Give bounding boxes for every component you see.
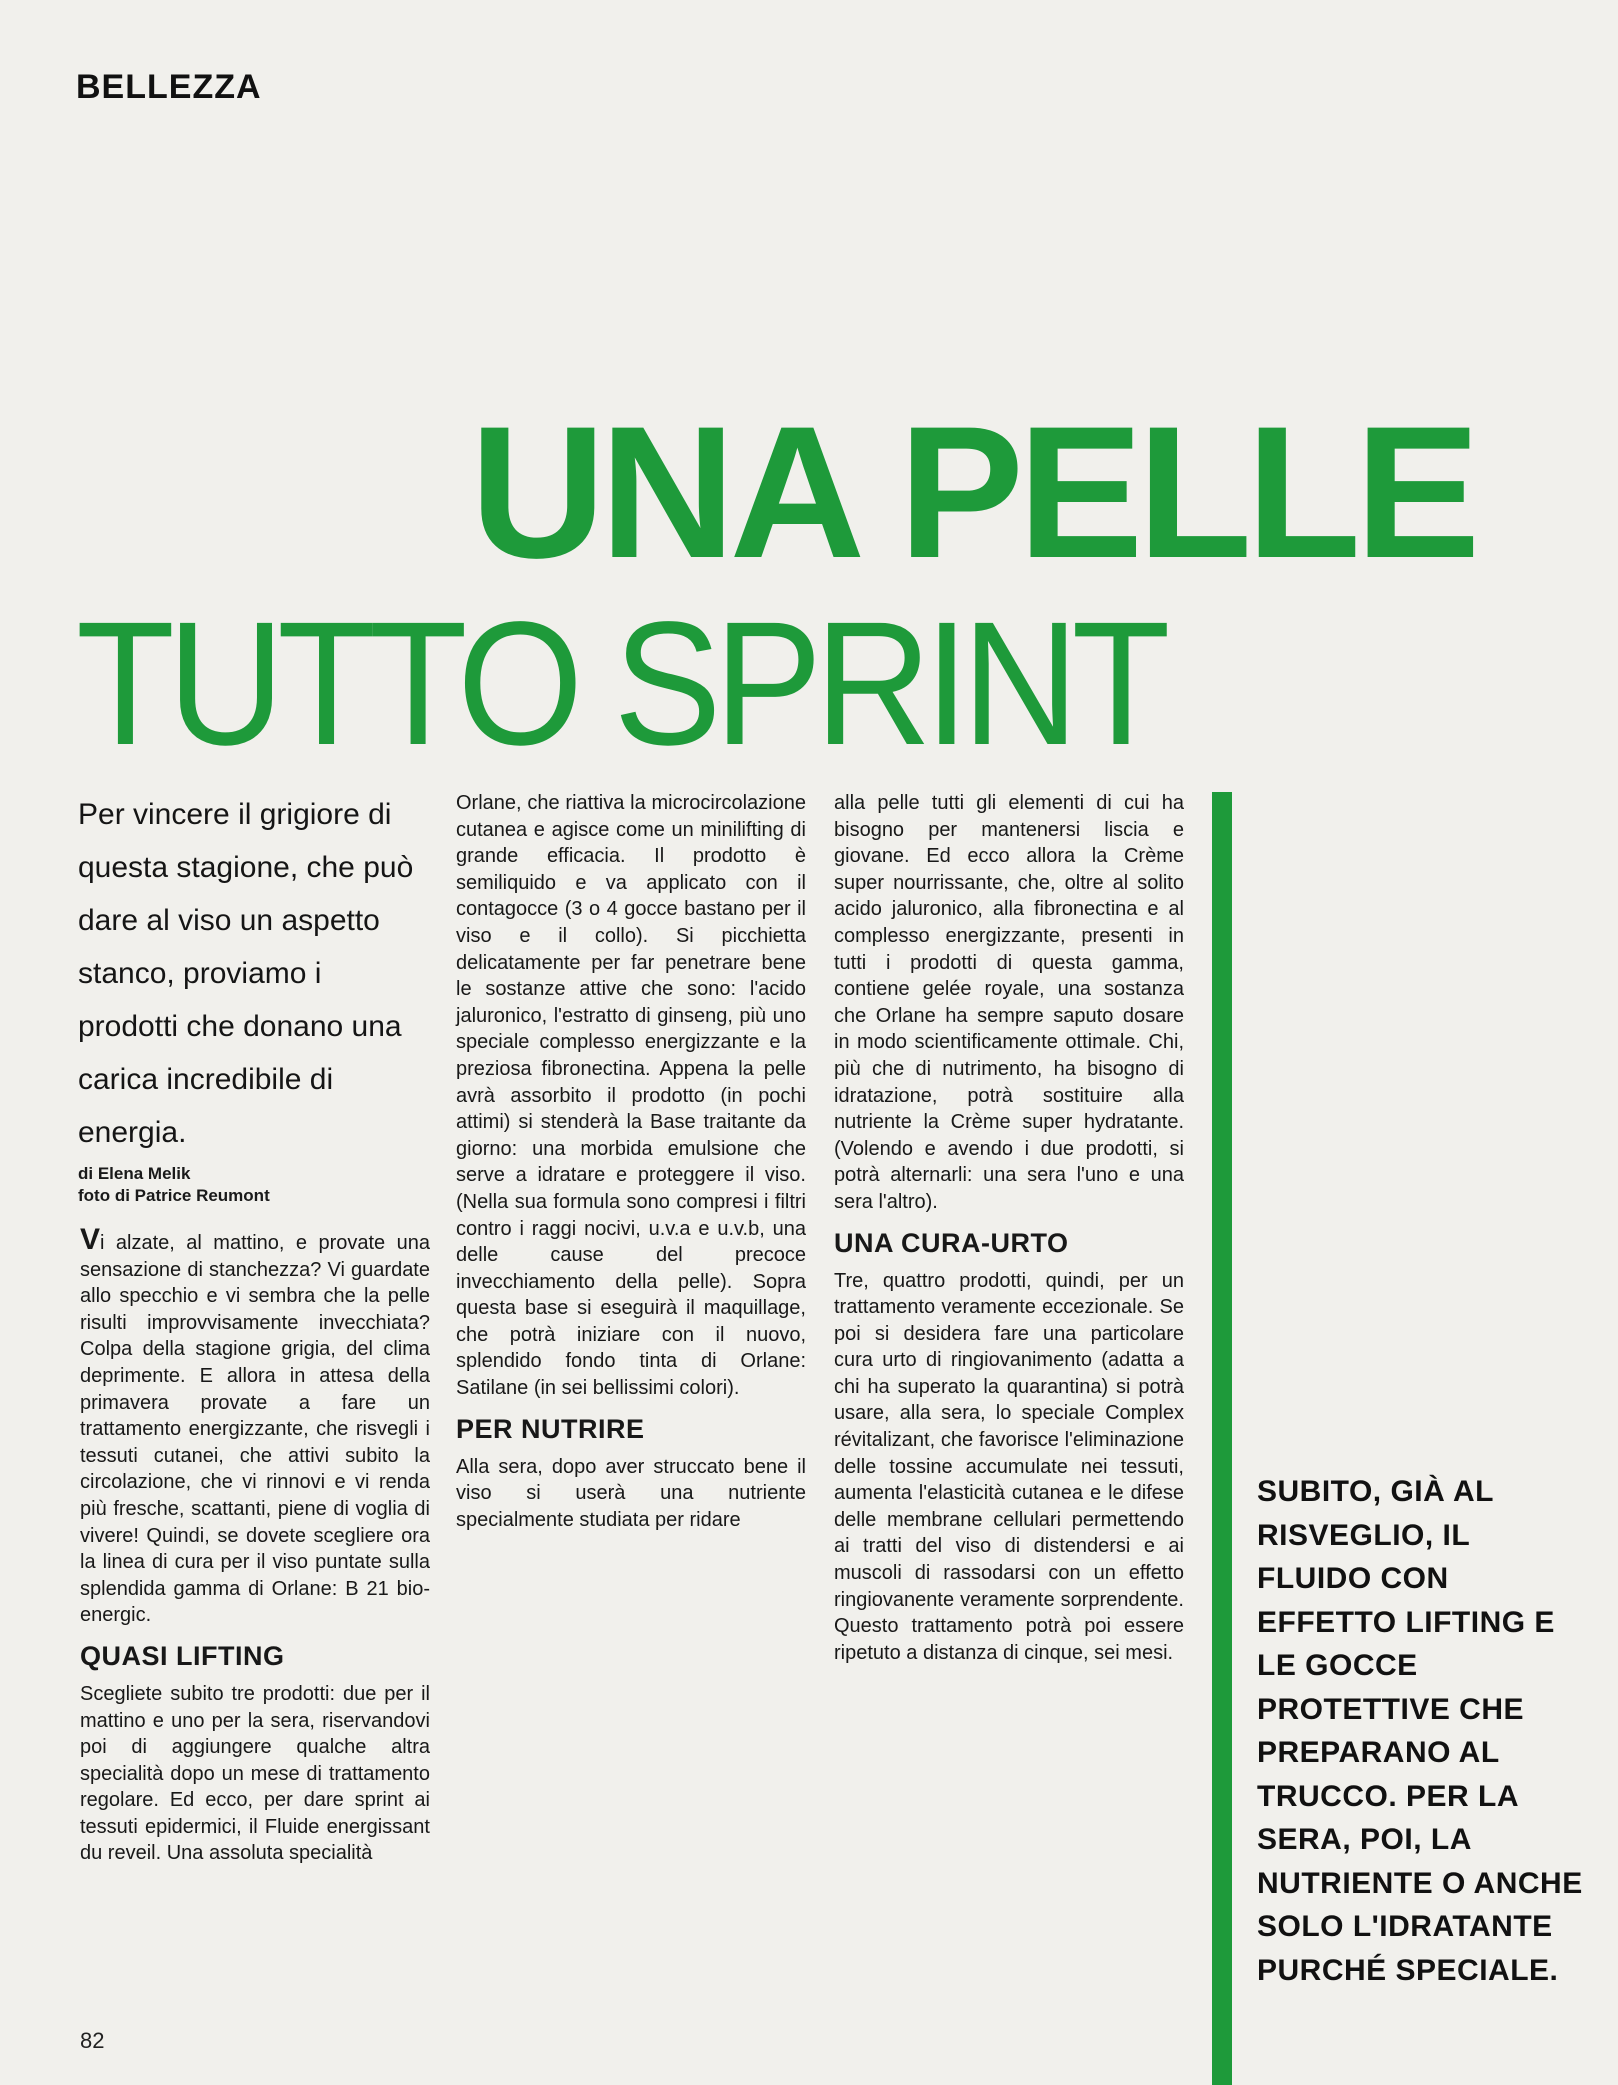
- column-2-paragraph-1: Orlane, che riattiva la microcircolazione cutanea e agisce come un minilifting di grande efficacia. Il prodotto è semiliquido e va applicato con il contagocce (3 o 4 gocce bastano per il viso e il collo). Si picchietta delicatamente per far penetrare bene le sostanze attive che sono: l'acido jaluronico, l'estratto di ginseng, più uno speciale complesso energizzante e la preziosa fibronectina. Appena la pelle avrà assorbito il prodotto (in pochi attimi) si stenderà la Base traitante da giorno: una morbida emulsione che serve a idratare e proteggere il viso. (Nella sua formula sono compresi i filtri contro i raggi nocivi, u.v.a e u.v.b, una delle cause del precoce invecchiamento della pelle). Sopra questa base si eseguirà il maquillage, che potrà iniziare con il nuovo, splendido fondo tinta di Orlane: Satilane (in sei bellissimi colori).: [456, 792, 806, 1400]
- subhead-per-nutrire: PER NUTRIRE: [456, 1413, 645, 1444]
- byline: [78, 1163, 418, 1207]
- section-label: BELLEZZA: [76, 68, 262, 106]
- drop-cap: V: [80, 1223, 101, 1256]
- article-column-1: [80, 1223, 430, 1867]
- column-1-paragraph-1-text: i alzate, al mattino, e provate una sensazione di stanchezza? Vi guardate allo specchio e vi sembra che la pelle risulti improvvisamente invecchiata? Colpa della stagione grigia, del clima deprimente. E allora in attesa della primavera provate a fare un trattamento energizzante, che risvegli i tessuti cutanei, che attivi subito la circolazione, che vi rinnovi e vi renda più fresche, scattanti, piene di voglia di vivere! Quindi, se dovete scegliere ora la linea di cura per il viso puntate sulla splendida gamma di Orlane: B 21 bio-energic.: [80, 1232, 430, 1627]
- column-2-paragraph-2: Alla sera, dopo aver struccato bene il viso si userà una nutriente specialmente studiata per ridare: [456, 1455, 806, 1531]
- subhead-quasi-lifting: QUASI LIFTING: [80, 1640, 285, 1671]
- subhead-una-cura-urto: UNA CURA-URTO: [834, 1227, 1069, 1258]
- byline-author: di Elena Melik: [78, 1164, 191, 1183]
- column-3-paragraph-1: alla pelle tutti gli elementi di cui ha bisogno per mantenersi liscia e giovane. Ed ecco allora la Crème super nourrissante, che, oltre al solito acido jaluronico, alla fibronectina e al complesso energizzante, presenti in tutti i prodotti di questa gamma, contiene gelée royale, una sostanza che Orlane ha sempre saputo dosare in modo scientificamente ottimale. Chi, più che di nutrimento, ha bisogno di idratazione, potrà sostituire alla nutriente la Crème super hydratante. (Volendo e avendo i due prodotti, si potrà alternarli: una sera l'uno e una sera l'altro).: [834, 792, 1184, 1213]
- green-rule: [1212, 792, 1232, 2085]
- column-1-paragraph-1: [80, 1223, 430, 1629]
- headline-line-2: TUTTO SPRINT: [76, 586, 1164, 782]
- pull-quote: SUBITO, GIÀ AL RISVEGLIO, IL FLUIDO CON EFFETTO LIFTING E LE GOCCE PROTETTIVE CHE PREPARANO AL TRUCCO. PER LA SERA, POI, LA NUTRIENTE O ANCHE SOLO L'IDRATANTE PURCHÉ SPECIALE.: [1257, 1475, 1583, 1987]
- intro-paragraph: Per vincere il grigiore di questa stagione, che può dare al viso un aspetto stanco, proviamo i prodotti che donano una carica incredibile di energia.: [78, 798, 414, 1149]
- column-1-paragraph-2: Scegliete subito tre prodotti: due per il mattino e uno per la sera, riservandovi poi di aggiungere qualche altra specialità dopo un mese di trattamento regolare. Ed ecco, per dare sprint ai tessuti epidermici, il Fluide energissant du reveil. Una assoluta specialità: [80, 1682, 430, 1865]
- article-column-3: [834, 790, 1184, 1666]
- article-column-2: [456, 790, 806, 1533]
- byline-photo-credit: foto di Patrice Reumont: [78, 1186, 270, 1205]
- page-number: 82: [80, 2028, 105, 2053]
- column-3-paragraph-2: Tre, quattro prodotti, quindi, per un trattamento veramente eccezionale. Se poi si desidera fare una particolare cura urto di ringiovanimento (adatta a chi ha superato la quarantina) si potrà usare, alla sera, lo speciale Complex révitalizant, che favorisce l'eliminazione delle tossine accumulate nei tessuti, aumenta l'elasticità cutanea e le difese delle membrane cellulari permettendo ai tratti del viso di distendersi e ai muscoli di rassodarsi con un effetto ringiovanente veramente sorprendente. Questo trattamento potrà poi essere ripetuto a distanza di cinque, sei mesi.: [834, 1269, 1184, 1664]
- headline-line-1: UNA PELLE: [470, 387, 1475, 597]
